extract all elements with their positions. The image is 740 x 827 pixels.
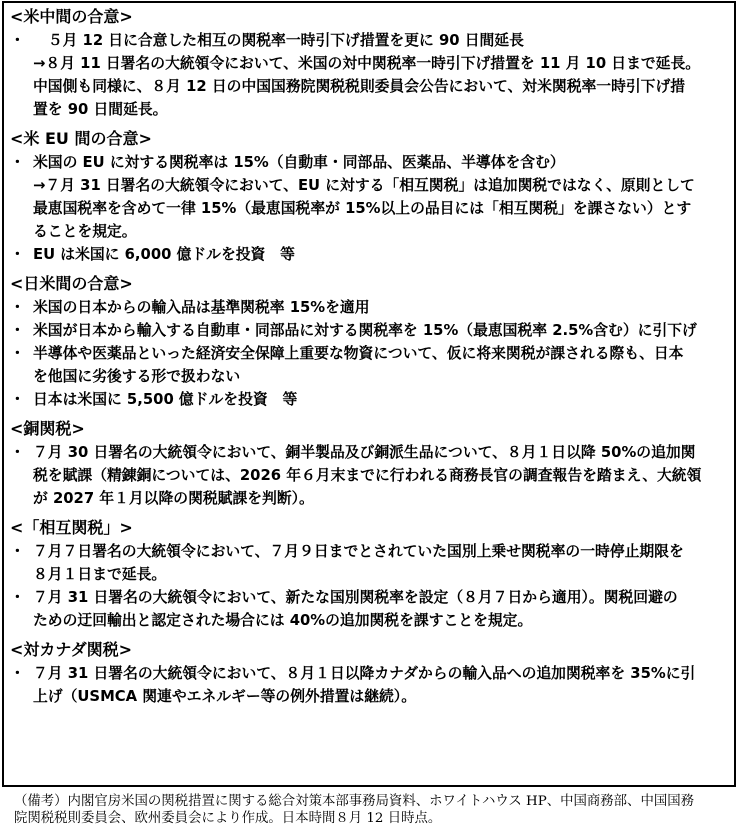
section <box>8 127 728 266</box>
bullet-text <box>33 388 728 411</box>
bullet-item <box>8 151 728 243</box>
bullet-text <box>33 296 728 319</box>
summary-box <box>2 1 736 787</box>
text-line: ７月 30 日署名の大統領令において、銅半製品及び銅派生品について、８月１日以降 50%の追加関 <box>33 444 696 461</box>
text-line: 半導体や医薬品といった経済安全保障上重要な物資について、仮に将来関税が課される際も、日本 <box>33 345 684 362</box>
bullet-item <box>8 296 728 319</box>
text-line: ８月１日まで延長。 <box>33 566 167 583</box>
text-line: ７月 31 日署名の大統領令において、新たな国別関税率を設定（８月７日から適用）。関税回避の <box>33 589 678 606</box>
bullet-text <box>33 342 728 388</box>
text-line: 置を 90 日間延長。 <box>33 101 168 118</box>
section-header: <米中間の合意> <box>10 7 133 26</box>
bullet-text <box>33 441 728 510</box>
section-header: <日米間の合意> <box>10 274 133 293</box>
text-line: 上げ（USMCA 関連やエネルギー等の例外措置は継続）。 <box>33 688 416 705</box>
bullet-item <box>8 586 728 632</box>
section-header: <米 EU 間の合意> <box>10 129 152 148</box>
bullet-mark: ・ <box>10 444 25 461</box>
bullet-mark: ・ <box>10 391 25 408</box>
bullet-text <box>33 662 728 708</box>
text-line: を他国に劣後する形で扱わない <box>33 368 241 385</box>
text-line: 米国の日本からの輸入品は基準関税率 15%を適用 <box>33 299 370 316</box>
bullet-item <box>8 540 728 586</box>
bullet-mark: ・ <box>10 345 25 362</box>
bullet-mark: ・ <box>10 154 25 171</box>
bullet-item <box>8 662 728 708</box>
text-line: 中国側も同様に、８月 12 日の中国国務院関税税則委員会公告において、対米関税率一時引下げ措 <box>33 78 686 95</box>
text-line: が 2027 年１月以降の関税賦課を判断）。 <box>33 490 314 507</box>
section <box>8 638 728 708</box>
bullet-item <box>8 243 728 266</box>
bullet-text <box>33 319 728 342</box>
bullet-item <box>8 441 728 510</box>
bullet-item <box>8 319 728 342</box>
text-line: 最恵国税率を含めて一律 15%（最恵国税率が 15%以上の品目には「相互関税」を課さない）とす <box>33 200 692 217</box>
bullet-text <box>33 586 728 632</box>
source-notes <box>14 793 734 827</box>
bullet-mark: ・ <box>10 322 25 339</box>
bullet-item <box>8 388 728 411</box>
section-header: <銅関税> <box>10 419 85 438</box>
text-line: 日本は米国に 5,500 億ドルを投資 等 <box>33 391 298 408</box>
text-line: 米国が日本から輸入する自動車・同部品に対する関税率を 15%（最恵国税率 2.5%含む）に引下げ <box>33 322 697 339</box>
bullet-mark: ・ <box>10 299 25 316</box>
bullet-mark: ・ <box>10 543 25 560</box>
bullet-item <box>8 342 728 388</box>
section <box>8 417 728 510</box>
text-line: 税を賦課（精錬銅については、2026 年６月末までに行われる商務長官の調査報告を踏まえ、大統領 <box>33 467 702 484</box>
text-line: ための迂回輸出と認定された場合には 40%の追加関税を課すことを規定。 <box>33 612 533 629</box>
text-line: ７月７日署名の大統領令において、７月９日までとされていた国別上乗せ関税率の一時停止期限を <box>33 543 684 560</box>
bullet-text <box>33 243 728 266</box>
notes-line-2: 院関税税則委員会、欧州委員会により作成。日本時間８月 12 日時点。 <box>14 811 442 826</box>
bullet-mark: ・ <box>10 32 25 49</box>
bullet-text <box>33 29 728 121</box>
section-header: <「相互関税」> <box>10 518 133 537</box>
text-line: →７月 31 日署名の大統領令において、EU に対する「相互関税」は追加関税ではなく、原則として <box>33 177 695 194</box>
text-line: EU は米国に 6,000 億ドルを投資 等 <box>33 246 295 263</box>
section <box>8 516 728 632</box>
bullet-text <box>33 151 728 243</box>
text-line: →８月 11 日署名の大統領令において、米国の対中関税率一時引下げ措置を 11 月 10 日まで延長。 <box>33 55 701 72</box>
text-line: 米国の EU に対する関税率は 15%（自動車・同部品、医薬品、半導体を含む） <box>33 154 565 171</box>
text-line: ５月 12 日に合意した相互の関税率一時引下げ措置を更に 90 日間延長 <box>33 32 524 49</box>
bullet-item <box>8 29 728 121</box>
section <box>8 272 728 411</box>
notes-line-1: （備考）内閣官房米国の関税措置に関する総合対策本部事務局資料、ホワイトハウス HP、中国商務部、中国国務 <box>14 794 695 809</box>
text-line: ることを規定。 <box>33 223 137 240</box>
bullet-text <box>33 540 728 586</box>
section-header: <対カナダ関税> <box>10 640 133 659</box>
bullet-mark: ・ <box>10 665 25 682</box>
text-line: ７月 31 日署名の大統領令において、８月１日以降カナダからの輸入品への追加関税率を 35%に引 <box>33 665 696 682</box>
bullet-mark: ・ <box>10 246 25 263</box>
section <box>8 5 728 121</box>
bullet-mark: ・ <box>10 589 25 606</box>
